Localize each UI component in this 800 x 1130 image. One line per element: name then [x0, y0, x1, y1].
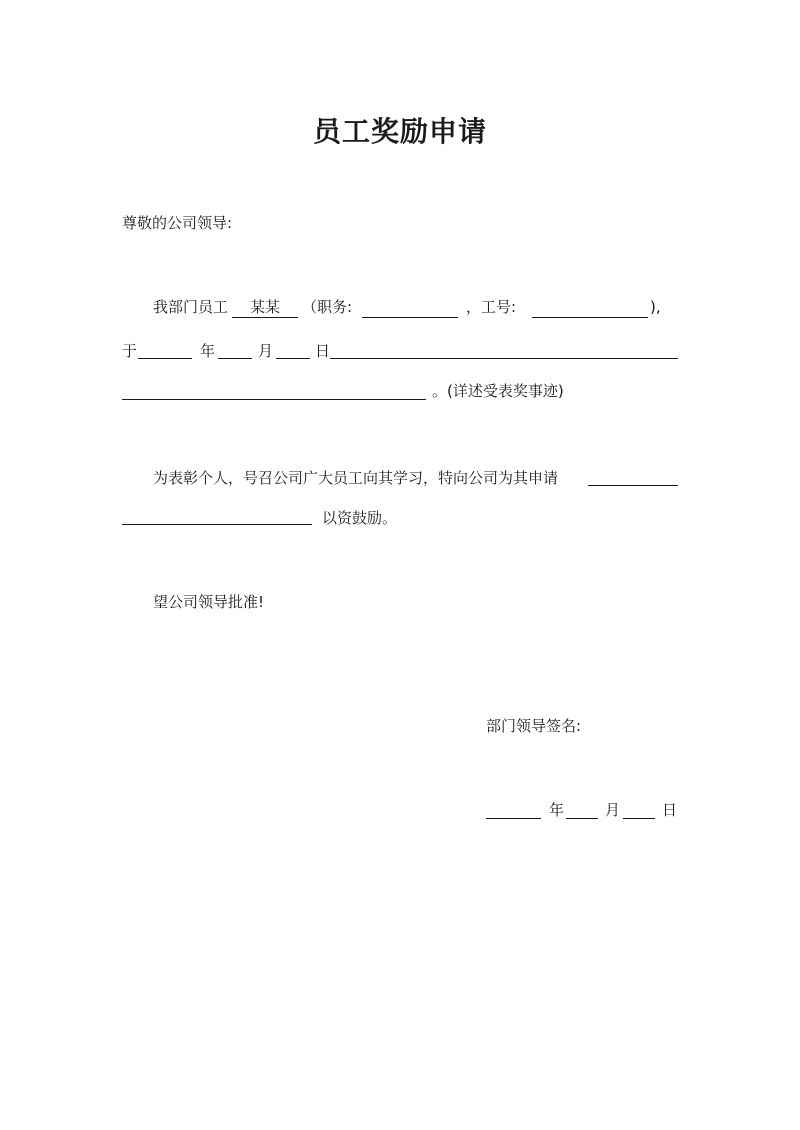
- sign-year-blank: [486, 818, 541, 819]
- employee-id-blank: [532, 317, 648, 318]
- para2-suffix: 以资鼓励。: [322, 509, 398, 527]
- position-label: （职务:: [302, 298, 353, 316]
- position-blank: [362, 317, 458, 318]
- sign-day-blank: [623, 818, 655, 819]
- sign-month-blank: [566, 818, 598, 819]
- date-prefix: 于: [122, 342, 138, 360]
- deeds-blank-1: [330, 358, 678, 359]
- deeds-note: 。(详述受表奖事迹): [432, 382, 564, 400]
- sign-year-label: 年: [549, 801, 565, 819]
- signature-label: 部门领导签名:: [486, 717, 582, 735]
- employee-name-value: 某某: [249, 298, 280, 316]
- year-label: 年: [200, 342, 216, 360]
- deeds-blank-2: [122, 399, 426, 400]
- document-title: 员工奖励申请: [312, 115, 487, 148]
- award-blank-1: [588, 485, 678, 486]
- para2-text: 为表彰个人，号召公司广大员工向其学习，特向公司为其申请: [153, 469, 559, 487]
- year-blank: [138, 358, 192, 359]
- day-label: 日: [315, 342, 331, 360]
- employee-name-underline: [232, 317, 298, 318]
- para1-prefix: 我部门员工: [153, 298, 229, 316]
- sign-day-label: 日: [662, 801, 678, 819]
- month-blank: [218, 358, 252, 359]
- salutation: 尊敬的公司领导:: [122, 214, 233, 232]
- day-blank: [276, 358, 310, 359]
- employee-id-label: ，工号:: [466, 298, 517, 316]
- month-label: 月: [258, 342, 274, 360]
- closing-text: 望公司领导批准!: [153, 593, 265, 611]
- sign-month-label: 月: [605, 801, 621, 819]
- award-blank-2: [122, 524, 312, 525]
- para1-close: ),: [650, 298, 661, 316]
